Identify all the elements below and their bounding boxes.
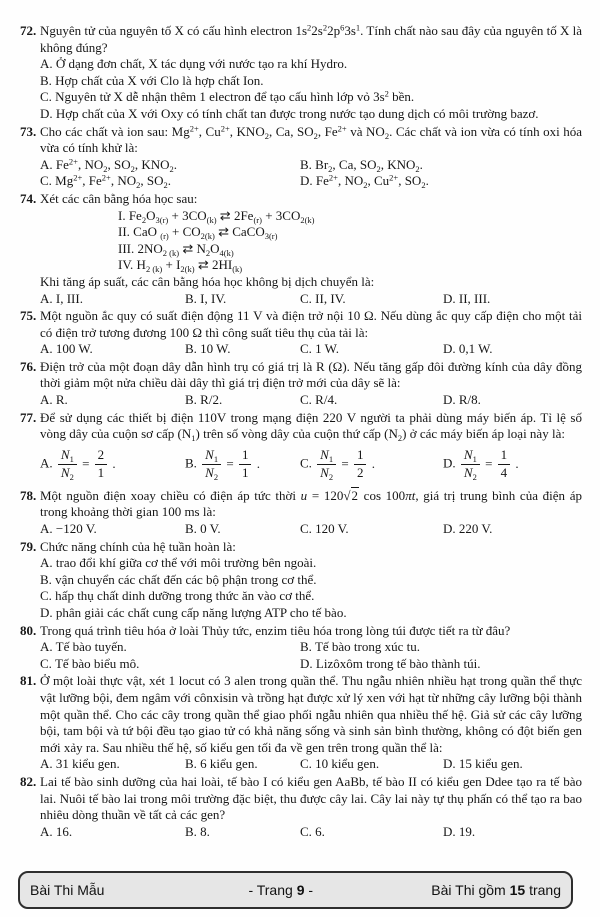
- option-text: 6.: [315, 823, 325, 839]
- option-A: [40, 824, 185, 841]
- option-label: C.: [40, 588, 52, 604]
- option-label: A.: [40, 156, 53, 172]
- option-label: D.: [40, 605, 53, 620]
- option-text: 19.: [458, 823, 476, 839]
- option-label: B.: [40, 571, 52, 587]
- options: [20, 555, 582, 621]
- option-C: [300, 824, 443, 841]
- option-text: $\frac{N_1}{N_2}$ = $\frac{1}{2}$ .: [315, 456, 375, 471]
- question-text: Nguyên tử của nguyên tố X có cấu hình electron $1s^22s^22p^63s^1$. Tính chất nào sau đây của nguyên tố X là không đúng?: [40, 22, 582, 55]
- option-label: D.: [443, 823, 456, 839]
- option-label: D.: [443, 521, 456, 537]
- option-text: 10 kiểu gen.: [315, 756, 380, 772]
- option-A: [40, 639, 300, 656]
- subscript: 2: [472, 472, 477, 483]
- option-C: [300, 521, 443, 538]
- option-label: C.: [40, 173, 52, 189]
- option-label: D.: [300, 173, 313, 189]
- question-text: Trong quá trình tiêu hóa ở loài Thủy tức, enzim tiêu hóa trong lòng túi được tiết ra từ đâu?: [40, 622, 511, 638]
- question-number: 74.: [20, 190, 37, 206]
- option-label: C.: [300, 756, 312, 772]
- option-B: [185, 392, 300, 409]
- fraction: $\frac{N_1}{N_2}$: [461, 448, 480, 481]
- question-stem: [20, 308, 582, 341]
- subscript: 2: [163, 180, 168, 191]
- option-label: C.: [40, 89, 52, 105]
- question-post: Khi tăng áp suất, các cân bằng hóa học không bị dịch chuyển là:: [40, 273, 375, 289]
- option-text: 0 V.: [200, 521, 221, 537]
- subscript: (k): [232, 264, 243, 275]
- option-text: Ở dạng đơn chất, X tác dụng với nước tạo ra khí Hydro.: [55, 56, 348, 72]
- option-A: [40, 392, 185, 409]
- option-D: [443, 291, 582, 308]
- option-B: [185, 521, 300, 538]
- option-label: B.: [185, 521, 197, 537]
- sqrt-symbol: √2: [343, 487, 358, 503]
- superscript: 2+: [101, 172, 111, 183]
- options: [20, 56, 582, 122]
- option-text: −120 V.: [55, 521, 97, 537]
- option-label: D.: [443, 290, 456, 306]
- option-label: D.: [443, 392, 456, 408]
- equation-line: III. $2NO_{2 (k)}$ ⇄ $N_2O_{4(k)}$: [118, 240, 234, 258]
- option-label: B.: [185, 341, 197, 357]
- subscript: 2: [213, 472, 219, 483]
- option-label: A.: [40, 341, 53, 357]
- option-text: trao đổi khí giữa cơ thể với môi trường bên ngoài.: [55, 555, 317, 571]
- subscript: 2: [136, 180, 141, 191]
- option-text: $Fe^{2+}$, $NO_2$, $SO_2$, $KNO_2$.: [55, 156, 178, 174]
- superscript: 1: [355, 22, 361, 33]
- subscript: 1: [69, 454, 74, 465]
- option-label: A.: [40, 823, 53, 839]
- superscript: 2+: [220, 123, 230, 134]
- option-text: R/2.: [200, 392, 223, 408]
- option-label: A.: [40, 290, 53, 306]
- subscript: 2(k): [300, 214, 315, 225]
- subscript: 2 (k): [145, 264, 163, 275]
- fraction: $\frac{N_1}{N_2}$: [58, 448, 77, 481]
- option-B: [40, 572, 582, 589]
- fraction: $\frac{1}{2}$: [354, 448, 367, 481]
- subscript: 2: [103, 163, 108, 174]
- question-number: 79.: [20, 538, 37, 554]
- option-label: C.: [300, 521, 312, 537]
- fraction: $\frac{2}{1}$: [95, 448, 108, 481]
- option-text: R/4.: [315, 392, 338, 408]
- option-text: 6 kiểu gen.: [200, 756, 258, 772]
- equation-block: [20, 208, 582, 274]
- superscript: 2+: [189, 123, 199, 134]
- option-label: B.: [185, 392, 197, 408]
- superscript: 2: [384, 88, 389, 99]
- subscript: (k): [206, 214, 217, 225]
- subscript: 2: [376, 163, 381, 174]
- option-text: Nguyên tử X dễ nhận thêm 1 electron để tạo cấu hình lớp vỏ $3s^2$ bền.: [55, 88, 415, 105]
- option-text: $Mg^{2+}$, $Fe^{2+}$, $NO_2$, $SO_2$.: [55, 172, 171, 191]
- option-A: [40, 448, 185, 481]
- option-B: [185, 341, 300, 358]
- subscript: 2: [363, 180, 368, 191]
- question-text: Để sử dụng các thiết bị điện 110V trong mạng điện 220 V người ta phải dùng máy biến áp. Tỉ lệ số vòng dây của cuộn sơ cấp $(N_1)$ trên số vòng dây của cuộn thứ cấp $(N_2)$ ở các máy biến áp loại này là:: [40, 409, 582, 444]
- question-82: [20, 774, 582, 840]
- option-text: 16.: [55, 823, 73, 839]
- option-A: [40, 56, 582, 73]
- option-C: [40, 656, 300, 673]
- option-label: A.: [40, 639, 53, 655]
- equation-line: I. $Fe_2O_{3(r)} + 3CO_{(k)}$ ⇄ $2Fe_{(r)} + 3CO_{2(k)}$: [118, 207, 315, 225]
- option-B: [300, 639, 582, 656]
- option-text: 0,1 W.: [458, 341, 493, 357]
- option-label: A.: [40, 521, 53, 537]
- question-number: 77.: [20, 409, 37, 425]
- option-label: A.: [40, 392, 53, 408]
- superscript: 2+: [389, 172, 399, 183]
- question-text: Cho các chất và ion sau: $Mg^{2+}$, $Cu^{2+}$, $KNO_2$, Ca, $SO_2$, $Fe^{2+}$ và $NO_2$. Các chất và ion vừa có tính oxi hóa vừa có tính khử là:: [40, 123, 583, 156]
- option-label: A.: [40, 455, 53, 471]
- option-D: [300, 656, 582, 673]
- option-D: [443, 824, 582, 841]
- question-stem: [20, 124, 582, 157]
- option-text: II, IV.: [315, 290, 346, 306]
- superscript: 2+: [328, 172, 338, 183]
- equation-line: IV. $H_{2 (k)} + I_{2(k)}$ ⇄ $2HI_{(k)}$: [118, 257, 243, 275]
- option-text: 1 W.: [315, 341, 340, 357]
- options: [20, 639, 582, 672]
- options: [20, 521, 582, 538]
- option-D: [443, 341, 582, 358]
- option-D: [443, 756, 582, 773]
- option-text: $Br_2$, Ca, $SO_2$, $KNO_2$.: [315, 156, 423, 174]
- question-73: [20, 124, 582, 190]
- question-72: [20, 23, 582, 123]
- option-text: 8.: [200, 823, 210, 839]
- option-text: vận chuyển các chất đến các bộ phận trong cơ thể.: [55, 571, 317, 587]
- question-77: [20, 410, 582, 487]
- option-C: [300, 291, 443, 308]
- question-stem: [20, 539, 582, 556]
- subscript: 2(k): [200, 231, 215, 242]
- footer-page-number: - Trang 9 -: [248, 882, 314, 898]
- question-number: 76.: [20, 358, 37, 374]
- options: [20, 291, 582, 308]
- option-A: [40, 555, 582, 572]
- option-B: [185, 448, 300, 481]
- question-text: Một nguồn điện xoay chiều có điện áp tức thời u = 120√2 cos 100πt, giá trị trung bình của điện áp trong khoảng thời gian 100 ms là:: [40, 487, 582, 520]
- option-B: [185, 756, 300, 773]
- question-stem: [20, 673, 582, 756]
- option-label: B.: [300, 156, 312, 172]
- option-label: D.: [443, 455, 456, 471]
- question-text: Xét các cân bằng hóa học sau:: [40, 190, 198, 206]
- option-C: [40, 89, 582, 106]
- subscript: 2: [313, 130, 318, 141]
- option-text: I, III.: [55, 290, 83, 306]
- subscript: 3(r): [155, 214, 169, 225]
- options: [20, 341, 582, 358]
- option-D: [443, 392, 582, 409]
- subscript: 3(r): [264, 231, 278, 242]
- option-text: Hợp chất của X với Oxy có tính chất tan được trong nước tạo dung dịch có môi trường bazơ.: [55, 105, 539, 121]
- option-text: Tế bào trong xúc tu.: [314, 639, 420, 655]
- subscript: 4(k): [219, 247, 234, 258]
- option-text: I, IV.: [200, 290, 227, 306]
- option-A: [40, 291, 185, 308]
- fraction: $\frac{1}{1}$: [239, 448, 252, 481]
- option-label: B.: [185, 823, 197, 839]
- question-text: Lai tế bào sinh dưỡng của hai loài, tế bào I có kiểu gen AaBb, tế bào II có kiểu gen Ddee tạo ra tế bào lai. Nuôi tế bào lai trong môi trường đặc biệt, thu được cây lai. Cây lai này tự thụ phấn có thể tạo ra bao nhiêu dòng thuần về tất cả các gen?: [40, 773, 582, 823]
- option-label: B.: [300, 639, 312, 655]
- option-C: [300, 392, 443, 409]
- question-number: 82.: [20, 773, 37, 789]
- option-label: D.: [300, 655, 313, 671]
- options: [20, 443, 582, 487]
- subscript: 1: [191, 433, 196, 444]
- option-label: D.: [443, 341, 456, 357]
- superscript: 2+: [68, 156, 78, 167]
- question-text: Ở một loài thực vật, xét 1 locut có 3 alen trong quần thể. Thu ngẫu nhiên nhiều hạt trong quần thể thực vật lưỡng bội, đem ngâm với cônxisin và trồng hạt được xử lý xen với hạt từ những cây lưỡng bội thành một quần thể. Cho các cây trong quần thể giao phối ngẫu nhiên qua nhiều thế hệ. Giả sử các cây lưỡng bội, tam bội và tứ bội đều tạo giao tử có khả năng sống và sinh sản bình thường, không có đột biến gen mới xảy ra. Sau nhiều thế hệ, số kiểu gen tối đa về gen trên trong quần thể là:: [40, 673, 582, 755]
- option-text: Tế bào biểu mô.: [54, 655, 140, 671]
- option-C: [40, 588, 582, 605]
- subscript: (r): [160, 231, 169, 242]
- option-text: phân giải các chất cung cấp năng lượng ATP cho tế bào.: [55, 605, 347, 620]
- question-78: [20, 488, 582, 538]
- option-D: [300, 173, 582, 190]
- option-text: Tế bào tuyến.: [55, 639, 127, 655]
- fraction: $\frac{N_1}{N_2}$: [202, 448, 221, 481]
- question-number: 80.: [20, 622, 37, 638]
- subscript: 2(k): [180, 264, 195, 275]
- option-text: $\frac{N_1}{N_2}$ = $\frac{1}{4}$ .: [459, 456, 519, 471]
- footer-exam-title: Bài Thi Mẫu: [30, 882, 105, 898]
- question-text: Chức năng chính của hệ tuần hoàn là:: [40, 538, 236, 554]
- subscript: 2: [141, 214, 147, 225]
- question-stem: [20, 191, 582, 208]
- page-footer: [18, 871, 573, 909]
- superscript: 6: [340, 22, 345, 33]
- question-number: 75.: [20, 308, 37, 324]
- option-text: 15 kiểu gen.: [458, 756, 523, 772]
- option-label: C.: [300, 392, 312, 408]
- option-label: D.: [443, 756, 456, 772]
- option-text: 10 W.: [200, 341, 231, 357]
- subscript: 1: [213, 454, 219, 465]
- options: [20, 756, 582, 773]
- fraction: $\frac{1}{4}$: [498, 448, 511, 481]
- subscript: 2: [421, 180, 426, 191]
- option-label: C.: [300, 341, 312, 357]
- question-stem: [20, 774, 582, 824]
- subscript: 2: [130, 163, 135, 174]
- question-number: 72.: [20, 23, 37, 38]
- option-label: A.: [40, 756, 53, 772]
- option-A: [40, 521, 185, 538]
- option-text: 100 W.: [55, 341, 93, 357]
- question-stem: [20, 623, 582, 640]
- subscript: 2: [169, 163, 174, 174]
- question-stem: [20, 359, 582, 392]
- subscript: 2: [415, 163, 420, 174]
- subscript: 2: [264, 130, 269, 141]
- option-C: [300, 756, 443, 773]
- questions-list: [0, 23, 600, 841]
- option-label: C.: [300, 823, 312, 839]
- option-B: [185, 291, 300, 308]
- option-label: B.: [185, 756, 197, 772]
- equation-line: II. CaO $_{(r)} + CO_{2(k)}$ ⇄ CaCO$_{3(r)}$: [118, 224, 278, 242]
- option-text: $Fe^{2+}$, $NO_2$, $Cu^{2+}$, $SO_2$.: [315, 172, 429, 191]
- option-A: [40, 157, 300, 174]
- question-74: [20, 191, 582, 307]
- option-label: B.: [185, 455, 197, 471]
- footer-total-pages: Bài Thi gồm 15 trang: [431, 882, 561, 898]
- subscript: 2 (k): [162, 247, 180, 258]
- subscript: 2: [397, 433, 403, 444]
- option-B: [300, 157, 582, 174]
- question-81: [20, 673, 582, 773]
- question-number: 81.: [20, 673, 37, 689]
- option-text: Hợp chất của X với Clo là hợp chất Ion.: [55, 72, 264, 88]
- question-76: [20, 359, 582, 409]
- subscript: 2: [384, 130, 390, 141]
- option-B: [185, 824, 300, 841]
- question-text: Một nguồn ắc quy có suất điện động 11 V và điện trở nội 10 Ω. Nếu dùng ắc quy cấp điện cho một tải có điện trở tương đương 100 Ω thì công suất tiêu thụ của tải là:: [40, 308, 582, 340]
- option-A: [40, 341, 185, 358]
- subscript: 2: [328, 472, 334, 483]
- subscript: (r): [253, 214, 262, 225]
- question-stem: [20, 410, 582, 443]
- option-A: [40, 756, 185, 773]
- option-label: C.: [300, 455, 312, 471]
- question-stem: [20, 488, 582, 521]
- option-label: C.: [40, 655, 52, 671]
- option-label: A.: [40, 555, 53, 571]
- question-number: 73.: [20, 123, 37, 139]
- option-text: R/8.: [458, 392, 481, 408]
- superscript: 2+: [337, 123, 347, 134]
- options: [20, 824, 582, 841]
- option-text: 31 kiểu gen.: [55, 756, 120, 772]
- option-text: II, III.: [458, 290, 491, 306]
- option-label: B.: [185, 290, 197, 306]
- superscript: 2+: [73, 172, 83, 183]
- subscript: 2: [205, 247, 211, 258]
- option-C: [40, 173, 300, 190]
- subscript: 1: [472, 454, 477, 465]
- option-D: [443, 448, 582, 481]
- option-label: D.: [40, 105, 53, 121]
- option-text: R.: [55, 392, 68, 408]
- fraction: $\frac{N_1}{N_2}$: [317, 448, 336, 481]
- options: [20, 392, 582, 409]
- question-stem: [20, 23, 582, 56]
- question-80: [20, 623, 582, 673]
- subscript: 1: [328, 454, 334, 465]
- subscript: 2: [328, 163, 333, 174]
- option-text: hấp thụ chất dinh dưỡng trong thức ăn vào cơ thể.: [55, 588, 315, 604]
- superscript: 2: [322, 22, 328, 33]
- superscript: 2: [307, 22, 312, 33]
- option-D: [40, 605, 582, 622]
- option-C: [300, 448, 443, 481]
- question-75: [20, 308, 582, 358]
- option-text: $\frac{N_1}{N_2}$ = $\frac{1}{1}$ .: [200, 456, 260, 471]
- options: [20, 157, 582, 190]
- question-number: 78.: [20, 487, 37, 503]
- option-text: 120 V.: [315, 521, 349, 537]
- question-text: Điện trở của một đoạn dây dẫn hình trụ có giá trị là R (Ω). Nếu tăng gấp đôi đường kính của dây đồng thời giảm một nửa chiều dài dây thì giá trị điện trở mới của dây sẽ là:: [40, 358, 582, 391]
- option-label: B.: [40, 72, 52, 88]
- option-D: [443, 521, 582, 538]
- option-label: A.: [40, 56, 53, 72]
- option-B: [40, 73, 582, 90]
- question-79: [20, 539, 582, 622]
- option-text: $\frac{N_1}{N_2}$ = $\frac{2}{1}$ .: [56, 456, 116, 471]
- option-D: [40, 106, 582, 123]
- option-text: Lizôxôm trong tế bào thành túi.: [315, 655, 481, 671]
- option-C: [300, 341, 443, 358]
- subscript: 2: [69, 472, 74, 483]
- option-label: C.: [300, 290, 312, 306]
- option-text: 220 V.: [458, 521, 493, 537]
